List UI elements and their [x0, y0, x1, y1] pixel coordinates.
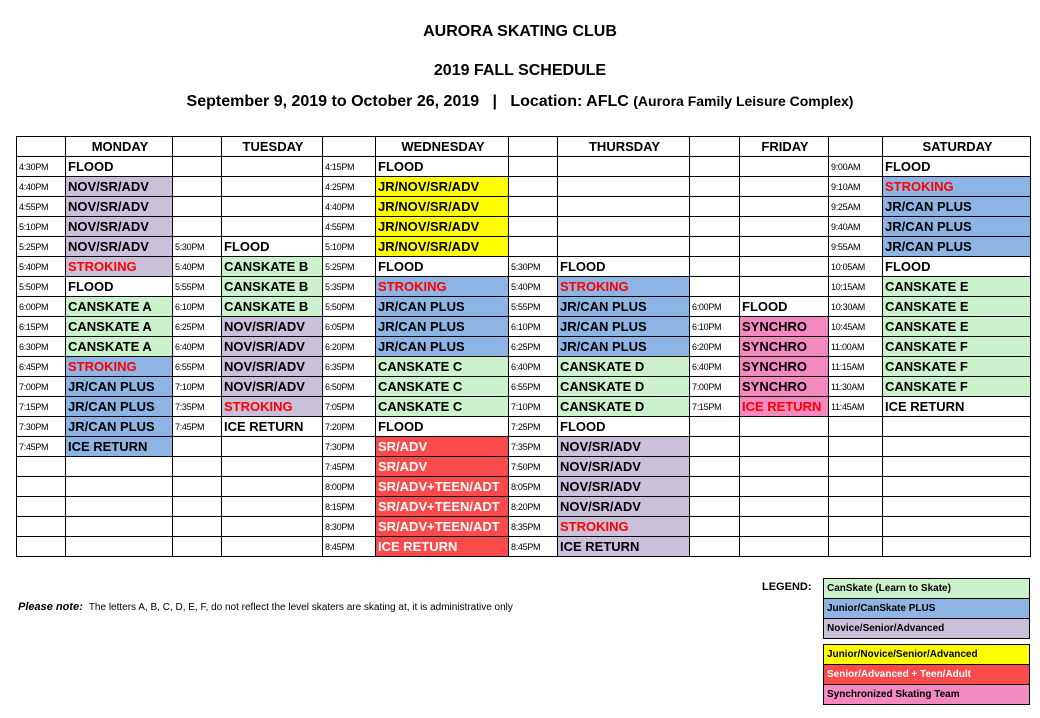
session-activity: JR/NOV/SR/ADV	[376, 197, 509, 217]
session-activity	[66, 457, 173, 477]
session-activity: SYNCHRO	[740, 337, 829, 357]
session-activity: FLOOD	[883, 257, 1031, 277]
session-time: 5:40PM	[509, 277, 558, 297]
session-activity: NOV/SR/ADV	[222, 377, 323, 397]
session-activity: CANSKATE F	[883, 337, 1031, 357]
session-time	[690, 157, 740, 177]
session-activity: FLOOD	[740, 297, 829, 317]
session-time	[173, 217, 222, 237]
session-time	[173, 477, 222, 497]
session-activity	[883, 497, 1031, 517]
session-time	[17, 517, 66, 537]
session-activity	[66, 497, 173, 517]
session-activity: NOV/SR/ADV	[558, 437, 690, 457]
session-time	[829, 437, 883, 457]
session-time: 9:55AM	[829, 237, 883, 257]
session-activity	[740, 497, 829, 517]
session-time	[690, 477, 740, 497]
session-time: 11:45AM	[829, 397, 883, 417]
time-header	[323, 137, 376, 157]
session-time: 4:15PM	[323, 157, 376, 177]
session-time	[690, 517, 740, 537]
session-activity	[558, 177, 690, 197]
session-activity: JR/CAN PLUS	[66, 377, 173, 397]
time-header	[690, 137, 740, 157]
session-time: 8:45PM	[323, 537, 376, 557]
session-activity	[883, 457, 1031, 477]
session-time: 7:35PM	[509, 437, 558, 457]
schedule-table	[16, 136, 1031, 557]
session-time: 7:30PM	[17, 417, 66, 437]
session-activity: JR/CAN PLUS	[376, 297, 509, 317]
session-activity: CANSKATE A	[66, 297, 173, 317]
session-time	[173, 197, 222, 217]
schedule-row	[17, 297, 1031, 317]
session-time	[173, 497, 222, 517]
session-time: 7:30PM	[323, 437, 376, 457]
session-time	[690, 537, 740, 557]
note-label: Please note:	[18, 601, 83, 613]
session-activity	[222, 497, 323, 517]
session-time	[17, 537, 66, 557]
session-activity: SR/ADV+TEEN/ADT	[376, 497, 509, 517]
session-activity	[883, 537, 1031, 557]
legend-item: Senior/Advanced + Teen/Adult	[824, 665, 1030, 685]
session-time: 5:50PM	[17, 277, 66, 297]
session-time: 8:45PM	[509, 537, 558, 557]
session-activity	[740, 257, 829, 277]
session-activity: ICE RETURN	[376, 537, 509, 557]
session-activity: CANSKATE E	[883, 297, 1031, 317]
session-time	[829, 537, 883, 557]
session-time: 6:15PM	[17, 317, 66, 337]
legend-title: LEGEND:	[762, 581, 812, 593]
session-time: 8:35PM	[509, 517, 558, 537]
day-header-tuesday: TUESDAY	[222, 137, 323, 157]
session-time: 6:00PM	[690, 297, 740, 317]
session-activity	[740, 157, 829, 177]
session-time: 7:05PM	[323, 397, 376, 417]
session-time	[829, 417, 883, 437]
session-activity: NOV/SR/ADV	[222, 337, 323, 357]
day-header-wednesday: WEDNESDAY	[376, 137, 509, 157]
session-activity: JR/NOV/SR/ADV	[376, 217, 509, 237]
session-time	[690, 257, 740, 277]
session-time: 7:50PM	[509, 457, 558, 477]
session-time: 6:00PM	[17, 297, 66, 317]
session-time: 5:30PM	[509, 257, 558, 277]
schedule-row	[17, 437, 1031, 457]
session-activity: ICE RETURN	[66, 437, 173, 457]
session-activity: CANSKATE B	[222, 297, 323, 317]
session-time: 4:55PM	[17, 197, 66, 217]
session-activity: FLOOD	[66, 157, 173, 177]
session-time: 7:25PM	[509, 417, 558, 437]
legend-item: Synchronized Skating Team	[824, 685, 1030, 705]
session-activity: STROKING	[558, 517, 690, 537]
session-activity: STROKING	[558, 277, 690, 297]
session-activity	[66, 517, 173, 537]
date-range: September 9, 2019 to October 26, 2019	[186, 93, 480, 110]
session-activity: NOV/SR/ADV	[66, 197, 173, 217]
schedule-row	[17, 197, 1031, 217]
session-time: 6:20PM	[690, 337, 740, 357]
schedule-row	[17, 497, 1031, 517]
legend	[823, 578, 1030, 705]
session-activity: ICE RETURN	[558, 537, 690, 557]
session-activity: JR/CAN PLUS	[883, 197, 1031, 217]
session-activity: FLOOD	[222, 237, 323, 257]
session-activity: NOV/SR/ADV	[222, 357, 323, 377]
day-header-row	[17, 137, 1031, 157]
session-time	[17, 477, 66, 497]
session-activity: CANSKATE C	[376, 377, 509, 397]
schedule-title: 2019 FALL SCHEDULE	[433, 62, 607, 79]
session-activity: SR/ADV+TEEN/ADT	[376, 517, 509, 537]
session-activity: JR/CAN PLUS	[66, 397, 173, 417]
session-activity: CANSKATE B	[222, 277, 323, 297]
schedule-row	[17, 337, 1031, 357]
session-time: 6:25PM	[509, 337, 558, 357]
session-time: 7:45PM	[173, 417, 222, 437]
session-time: 6:50PM	[323, 377, 376, 397]
session-activity	[740, 537, 829, 557]
session-time: 7:20PM	[323, 417, 376, 437]
session-activity	[740, 477, 829, 497]
session-time: 6:55PM	[173, 357, 222, 377]
session-activity: FLOOD	[558, 417, 690, 437]
session-activity: SR/ADV	[376, 457, 509, 477]
session-time: 9:40AM	[829, 217, 883, 237]
session-activity	[222, 517, 323, 537]
schedule-row	[17, 237, 1031, 257]
session-time: 7:15PM	[690, 397, 740, 417]
session-activity: CANSKATE C	[376, 397, 509, 417]
session-time: 10:15AM	[829, 277, 883, 297]
session-time: 7:10PM	[173, 377, 222, 397]
session-time	[173, 177, 222, 197]
session-time: 6:35PM	[323, 357, 376, 377]
day-header-thursday: THURSDAY	[558, 137, 690, 157]
session-activity: JR/CAN PLUS	[66, 417, 173, 437]
session-activity: NOV/SR/ADV	[66, 177, 173, 197]
session-time	[690, 437, 740, 457]
session-time	[17, 457, 66, 477]
session-time: 5:10PM	[17, 217, 66, 237]
session-time: 7:10PM	[509, 397, 558, 417]
schedule-row	[17, 357, 1031, 377]
session-activity	[222, 177, 323, 197]
session-activity	[883, 477, 1031, 497]
session-activity	[740, 457, 829, 477]
session-activity: NOV/SR/ADV	[558, 497, 690, 517]
session-time: 5:25PM	[17, 237, 66, 257]
time-header	[829, 137, 883, 157]
session-time: 6:10PM	[173, 297, 222, 317]
session-time: 6:45PM	[17, 357, 66, 377]
session-time: 6:40PM	[690, 357, 740, 377]
session-time: 9:00AM	[829, 157, 883, 177]
session-time: 5:40PM	[173, 257, 222, 277]
session-time	[690, 497, 740, 517]
session-time	[17, 497, 66, 517]
session-activity: STROKING	[883, 177, 1031, 197]
session-time: 4:25PM	[323, 177, 376, 197]
session-time: 8:15PM	[323, 497, 376, 517]
session-activity: ICE RETURN	[740, 397, 829, 417]
session-time: 4:40PM	[17, 177, 66, 197]
session-activity: JR/NOV/SR/ADV	[376, 177, 509, 197]
session-time: 6:05PM	[323, 317, 376, 337]
time-header	[17, 137, 66, 157]
session-time: 5:30PM	[173, 237, 222, 257]
session-time: 7:00PM	[17, 377, 66, 397]
legend-item: CanSkate (Learn to Skate)	[824, 579, 1030, 599]
session-time: 4:55PM	[323, 217, 376, 237]
session-time	[173, 157, 222, 177]
session-time: 8:30PM	[323, 517, 376, 537]
please-note	[18, 601, 513, 613]
session-activity	[740, 517, 829, 537]
session-time	[509, 177, 558, 197]
session-time: 6:25PM	[173, 317, 222, 337]
session-activity: FLOOD	[66, 277, 173, 297]
session-activity: JR/CAN PLUS	[376, 337, 509, 357]
time-header	[173, 137, 222, 157]
session-time: 8:00PM	[323, 477, 376, 497]
session-time	[509, 217, 558, 237]
session-activity: JR/CAN PLUS	[558, 317, 690, 337]
session-time	[829, 457, 883, 477]
session-activity: JR/CAN PLUS	[558, 337, 690, 357]
session-activity	[883, 517, 1031, 537]
separator: |	[492, 93, 497, 110]
session-time: 6:20PM	[323, 337, 376, 357]
note-text: The letters A, B, C, D, E, F, do not reflect the level skaters are skating at, it is administrative only	[88, 602, 513, 613]
session-activity	[883, 417, 1031, 437]
schedule-row	[17, 317, 1031, 337]
session-activity: JR/CAN PLUS	[883, 217, 1031, 237]
schedule-row	[17, 257, 1031, 277]
session-activity: NOV/SR/ADV	[66, 237, 173, 257]
schedule-subtitle	[0, 93, 1040, 111]
session-time: 5:25PM	[323, 257, 376, 277]
schedule-row	[17, 457, 1031, 477]
session-activity: NOV/SR/ADV	[558, 477, 690, 497]
session-time: 10:45AM	[829, 317, 883, 337]
session-activity	[740, 417, 829, 437]
schedule-row	[17, 477, 1031, 497]
session-time	[829, 497, 883, 517]
day-header-monday: MONDAY	[66, 137, 173, 157]
schedule-row	[17, 377, 1031, 397]
session-activity: CANSKATE A	[66, 317, 173, 337]
session-activity	[740, 237, 829, 257]
session-activity	[883, 437, 1031, 457]
session-time: 11:15AM	[829, 357, 883, 377]
session-activity: CANSKATE A	[66, 337, 173, 357]
session-time: 10:05AM	[829, 257, 883, 277]
session-activity: NOV/SR/ADV	[66, 217, 173, 237]
club-title: AURORA SKATING CLUB	[423, 23, 617, 40]
session-activity: FLOOD	[376, 157, 509, 177]
schedule-row	[17, 217, 1031, 237]
legend-item: Junior/Novice/Senior/Advanced	[824, 645, 1030, 665]
session-activity: STROKING	[66, 257, 173, 277]
session-time: 6:40PM	[509, 357, 558, 377]
session-activity	[740, 177, 829, 197]
day-header-friday: FRIDAY	[740, 137, 829, 157]
session-activity	[740, 437, 829, 457]
session-activity: CANSKATE D	[558, 377, 690, 397]
session-activity	[66, 537, 173, 557]
session-activity: CANSKATE D	[558, 357, 690, 377]
session-time	[509, 157, 558, 177]
session-activity: SR/ADV+TEEN/ADT	[376, 477, 509, 497]
session-activity: CANSKATE E	[883, 277, 1031, 297]
session-activity	[222, 537, 323, 557]
session-time	[690, 237, 740, 257]
session-time: 7:45PM	[17, 437, 66, 457]
session-time	[690, 457, 740, 477]
session-activity	[558, 237, 690, 257]
session-time: 6:55PM	[509, 377, 558, 397]
session-time: 6:30PM	[17, 337, 66, 357]
session-activity: FLOOD	[376, 257, 509, 277]
legend-item: Junior/CanSkate PLUS	[824, 599, 1030, 619]
session-activity	[558, 217, 690, 237]
session-activity: FLOOD	[376, 417, 509, 437]
session-time	[690, 277, 740, 297]
session-time: 8:20PM	[509, 497, 558, 517]
session-activity	[222, 457, 323, 477]
session-activity	[740, 197, 829, 217]
session-time: 5:35PM	[323, 277, 376, 297]
location-label: Location: AFLC	[510, 93, 629, 110]
session-time: 5:55PM	[509, 297, 558, 317]
session-activity	[222, 197, 323, 217]
session-time	[173, 437, 222, 457]
session-time: 6:40PM	[173, 337, 222, 357]
session-time: 6:10PM	[690, 317, 740, 337]
session-activity: SYNCHRO	[740, 357, 829, 377]
session-time: 4:40PM	[323, 197, 376, 217]
session-time: 11:00AM	[829, 337, 883, 357]
session-activity: FLOOD	[883, 157, 1031, 177]
session-activity: ICE RETURN	[883, 397, 1031, 417]
session-activity: CANSKATE D	[558, 397, 690, 417]
session-activity	[222, 217, 323, 237]
session-activity: CANSKATE E	[883, 317, 1031, 337]
session-activity	[222, 157, 323, 177]
session-time: 5:50PM	[323, 297, 376, 317]
session-time: 10:30AM	[829, 297, 883, 317]
session-activity: SYNCHRO	[740, 317, 829, 337]
session-time	[173, 517, 222, 537]
schedule-row	[17, 517, 1031, 537]
session-activity	[66, 477, 173, 497]
schedule-row	[17, 277, 1031, 297]
session-time	[690, 417, 740, 437]
session-time: 9:25AM	[829, 197, 883, 217]
session-activity: STROKING	[222, 397, 323, 417]
session-time	[509, 197, 558, 217]
session-activity: SYNCHRO	[740, 377, 829, 397]
session-time: 6:10PM	[509, 317, 558, 337]
location-full: (Aurora Family Leisure Complex)	[633, 93, 854, 109]
session-activity: JR/NOV/SR/ADV	[376, 237, 509, 257]
session-time: 5:40PM	[17, 257, 66, 277]
schedule-row	[17, 157, 1031, 177]
session-activity: JR/CAN PLUS	[883, 237, 1031, 257]
session-time	[173, 457, 222, 477]
session-time: 5:55PM	[173, 277, 222, 297]
session-activity: JR/CAN PLUS	[376, 317, 509, 337]
session-time: 7:45PM	[323, 457, 376, 477]
session-activity	[740, 217, 829, 237]
session-activity: CANSKATE F	[883, 357, 1031, 377]
session-time	[690, 197, 740, 217]
session-activity	[740, 277, 829, 297]
session-time	[829, 477, 883, 497]
day-header-saturday: SATURDAY	[883, 137, 1031, 157]
session-activity: STROKING	[66, 357, 173, 377]
session-activity	[558, 197, 690, 217]
session-time	[173, 537, 222, 557]
session-activity: STROKING	[376, 277, 509, 297]
session-activity: CANSKATE B	[222, 257, 323, 277]
session-activity	[222, 477, 323, 497]
session-time: 9:10AM	[829, 177, 883, 197]
session-activity: FLOOD	[558, 257, 690, 277]
session-time: 11:30AM	[829, 377, 883, 397]
session-time	[690, 217, 740, 237]
session-activity: NOV/SR/ADV	[558, 457, 690, 477]
session-time	[509, 237, 558, 257]
schedule-row	[17, 177, 1031, 197]
session-activity: JR/CAN PLUS	[558, 297, 690, 317]
schedule-row	[17, 417, 1031, 437]
session-time	[829, 517, 883, 537]
session-activity: SR/ADV	[376, 437, 509, 457]
session-activity	[222, 437, 323, 457]
schedule-row	[17, 397, 1031, 417]
session-time: 7:35PM	[173, 397, 222, 417]
session-time: 7:00PM	[690, 377, 740, 397]
session-time: 5:10PM	[323, 237, 376, 257]
session-time	[690, 177, 740, 197]
session-activity: CANSKATE C	[376, 357, 509, 377]
session-activity	[558, 157, 690, 177]
session-time: 8:05PM	[509, 477, 558, 497]
legend-item: Novice/Senior/Advanced	[824, 619, 1030, 639]
schedule-row	[17, 537, 1031, 557]
session-activity: CANSKATE F	[883, 377, 1031, 397]
session-time: 7:15PM	[17, 397, 66, 417]
session-activity: ICE RETURN	[222, 417, 323, 437]
session-activity: NOV/SR/ADV	[222, 317, 323, 337]
session-time: 4:30PM	[17, 157, 66, 177]
time-header	[509, 137, 558, 157]
